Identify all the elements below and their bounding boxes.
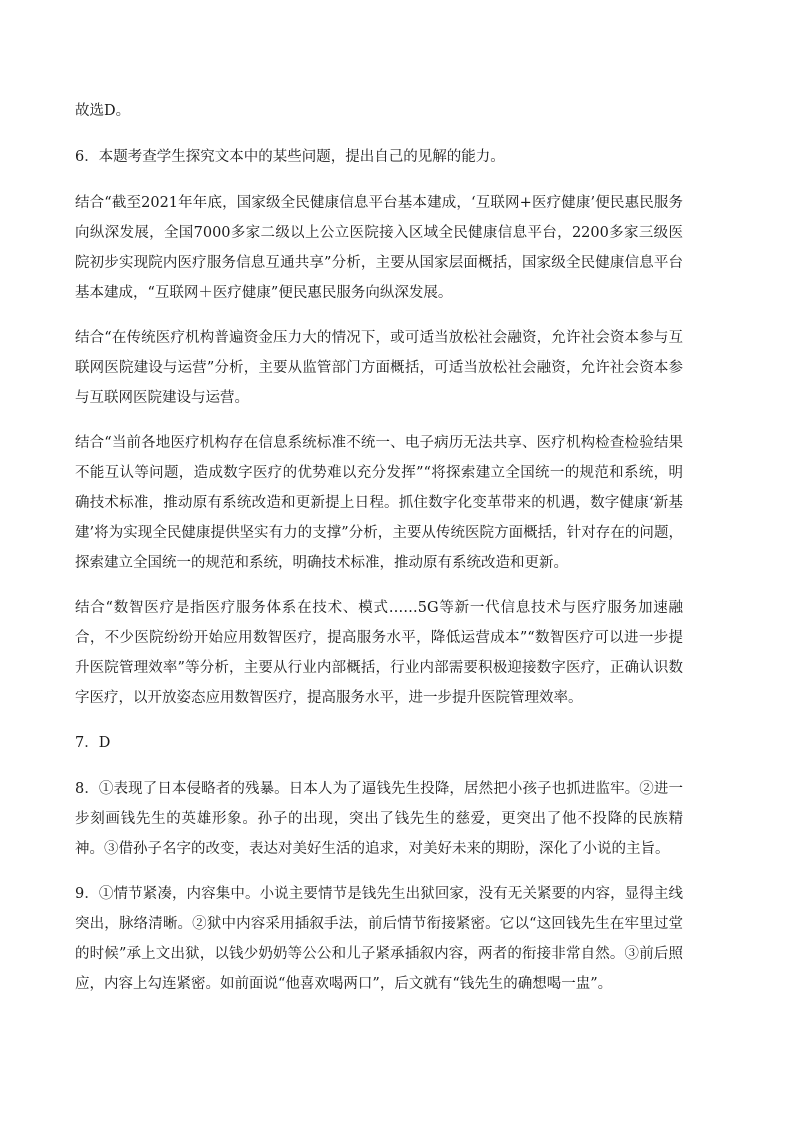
question-8-answer: 8．①表现了日本侵略者的残暴。日本人为了逼钱先生投降，居然把小孩子也抓进监牢。②进一步刻画钱先生的英雄形象。孙子的出现，突出了钱先生的慈爱，更突出了他不投降的民族精神。③借孙子名字的改变，表达对美好生活的追求，对美好未来的期盼，深化了小说的主旨。 — [75, 781, 683, 857]
question-6-point-regulator: 结合“在传统医疗机构普遍资金压力大的情况下，或可适当放松社会融资，允许社会资本参与互联网医院建设与运营”分析，主要从监管部门方面概括，可适当放松社会融资，允许社会资本参与互联网医院建设与运营。 — [75, 330, 683, 406]
answer-conclusion: 故选D。 — [75, 103, 131, 119]
question-6-heading: 6．本题考查学生探究文本中的某些问题，提出自己的见解的能力。 — [75, 149, 505, 165]
question-6-point-national: 结合“截至2021年年底，国家级全民健康信息平台基本建成，‘互联网+医疗健康’便民惠民服务向纵深发展，全国7000多家二级以上公立医院接入区域全民健康信息平台，2200多家三级医院初步实现院内医疗服务信息互通共享”分析，主要从国家层面概括，国家级全民健康信息平台基本建成，“互联网＋医疗健康”便民惠民服务向纵深发展。 — [75, 195, 683, 301]
document-body — [75, 96, 683, 1014]
question-9-answer: 9．①情节紧凑，内容集中。小说主要情节是钱先生出狱回家，没有无关紧要的内容，显得主线突出，脉络清晰。②狱中内容采用插叙手法，前后情节衔接紧密。它以“这回钱先生在牢里过堂的时候”承上文出狱，以钱少奶奶等公公和儿子紧承插叙内容，两者的衔接非常自然。③前后照应，内容上勾连紧密。如前面说“他喜欢喝两口”，后文就有“钱先生的确想喝一盅”。 — [75, 886, 683, 992]
question-7-answer: 7．D — [75, 735, 111, 751]
question-6-point-industry: 结合“数智医疗是指医疗服务体系在技术、模式……5G等新一代信息技术与医疗服务加速融合，不少医院纷纷开始应用数智医疗，提高服务水平，降低运营成本”“数智医疗可以进一步提升医院管理效率”等分析，主要从行业内部概括，行业内部需要积极迎接数字医疗，正确认识数字医疗，以开放姿态应用数智医疗，提高服务水平，进一步提升医院管理效率。 — [75, 600, 683, 706]
question-6-point-hospital: 结合“当前各地医疗机构存在信息系统标准不统一、电子病历无法共享、医疗机构检查检验结果不能互认等问题，造成数字医疗的优势难以充分发挥”“将探索建立全国统一的规范和系统，明确技术标准，推动原有系统改造和更新提上日程。抓住数字化变革带来的机遇，数字健康‘新基建’将为实现全民健康提供坚实有力的支撑”分析，主要从传统医院方面概括，针对存在的问题，探索建立全国统一的规范和系统，明确技术标准，推动原有系统改造和更新。 — [75, 435, 683, 571]
